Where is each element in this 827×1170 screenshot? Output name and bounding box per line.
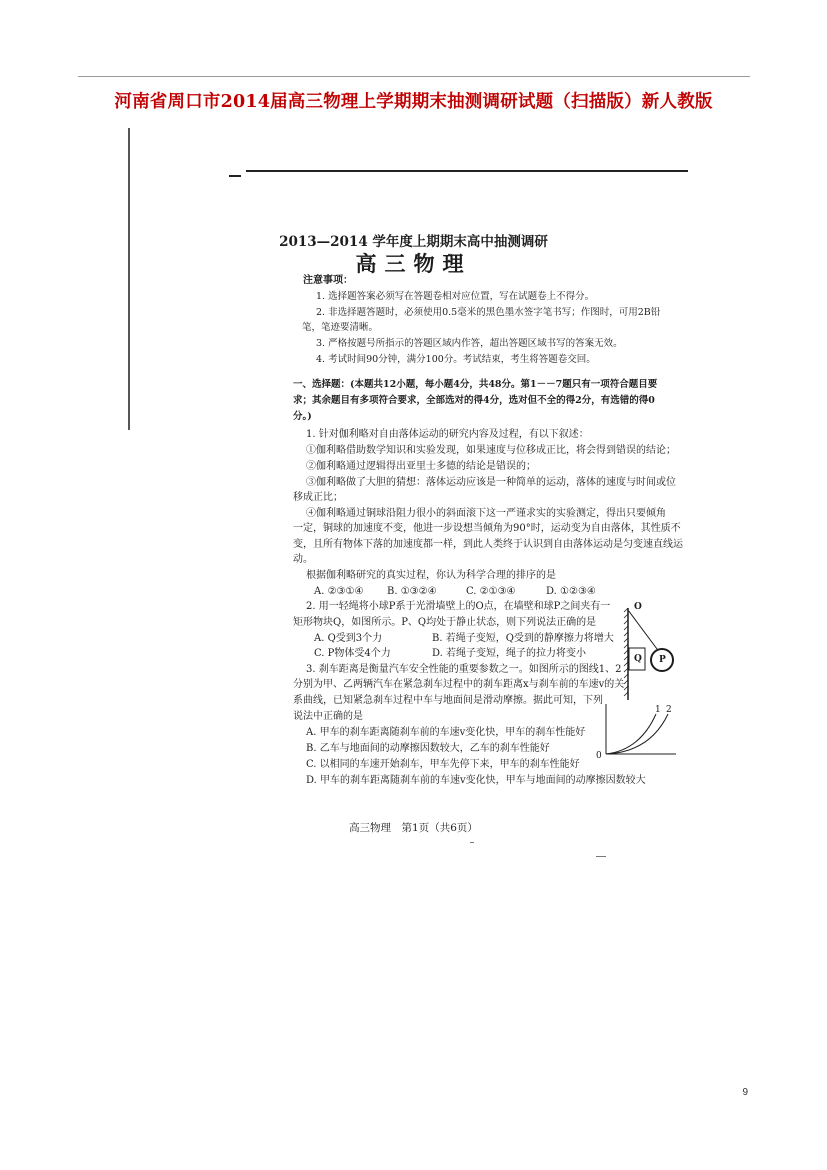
q1-line: 变，且所有物体下落的加速度都一样，到此人类终于认识到自由落体运动是匀变速直线运 <box>293 539 683 550</box>
scan-speck <box>470 842 474 843</box>
q1-line: 根据伽利略研究的真实过程，你认为科学合理的排序的是 <box>306 570 556 581</box>
q3-label-1: 1 <box>655 705 661 715</box>
q1-option-c: C. ②①③④ <box>466 586 516 597</box>
q1-line: ①伽利略借助数学知识和实验发现，如果速度与位移成正比，将会得到错误的结论； <box>306 445 676 456</box>
q2-option-b: B. 若绳子变短，Q受到的静摩擦力将增大 <box>432 633 614 644</box>
notice-line: 2. 非选择题答题时，必须使用0.5毫米的黑色墨水签字笔书写；作图时，可用2B铅 <box>316 307 661 318</box>
notice-line: 1. 选择题答案必须写在答题卷相对应位置，写在试题卷上不得分。 <box>316 291 595 302</box>
q2-option-c: C. P物体受4个力 <box>314 648 391 659</box>
page-number: 9 <box>742 1087 748 1098</box>
q1-option-d: D. ①②③④ <box>546 586 596 597</box>
q3-option-b: B. 乙车与地面间的动摩擦因数较大，乙车的刹车性能好 <box>306 743 550 754</box>
q2-line: 矩形物块Q，如图所示。P、Q均处于静止状态，则下列说法正确的是 <box>293 617 597 628</box>
q2-option-a: A. Q受到3个力 <box>314 633 383 644</box>
q3-label-2: 2 <box>666 705 672 715</box>
notice-line: 4. 考试时间90分钟，满分100分。考试结束，考生将答题卷交回。 <box>316 354 596 365</box>
q3-line: 分别为甲、乙两辆汽车在紧急刹车过程中的刹车距离x与刹车前的车速v的关 <box>293 679 625 690</box>
document-title: 河南省周口市2014届高三物理上学期期末抽测调研试题（扫描版）新人教版 <box>114 92 713 112</box>
q3-line: 3. 刹车距离是衡量汽车安全性能的重要参数之一。如图所示的图线1、2 <box>306 664 622 675</box>
q2-label-p: P <box>659 655 666 665</box>
q1-line: ③伽利略做了大胆的猜想：落体运动应该是一种简单的运动，落体的速度与时间或位 <box>306 477 676 488</box>
q3-option-a: A. 甲车的刹车距离随刹车前的车速v变化快，甲车的刹车性能好 <box>306 727 586 738</box>
exam-title: 2013—2014 学年度上期期末高中抽测调研 <box>279 234 548 250</box>
q3-option-c: C. 以相同的车速开始刹车，甲车先停下来，甲车的刹车性能好 <box>306 759 580 770</box>
scan-speck <box>596 856 606 857</box>
q1-line: 1. 针对伽利略对自由落体运动的研究内容及过程，有以下叙述： <box>306 429 589 440</box>
q3-option-d: D. 甲车的刹车距离随刹车前的车速v变化快，甲车与地面间的动摩擦因数较大 <box>306 775 646 786</box>
q1-option-a: A. ②③①④ <box>314 586 364 597</box>
q3-label-origin: 0 <box>596 751 602 761</box>
q2-line: 2. 用一轻绳将小球P系于光滑墙壁上的O点，在墙壁和球P之间夹有一 <box>306 601 611 612</box>
q1-line: ②伽利略通过逻辑得出亚里士多德的结论是错误的； <box>306 461 536 472</box>
section-heading: 分。) <box>293 411 312 422</box>
exam-subject: 高三物理 <box>355 252 472 276</box>
q1-options <box>314 585 596 599</box>
q3-line: 系曲线，已知紧急刹车过程中车与地面间是滑动摩擦。据此可知，下列 <box>293 695 603 706</box>
q2-label-o: O <box>634 602 642 612</box>
q1-line: 一定，铜球的加速度不变，他进一步设想当倾角为90°时，运动变为自由落体，其性质不 <box>293 523 681 534</box>
q1-option-b: B. ①③②④ <box>387 586 437 597</box>
q1-line: ④伽利略通过铜球沿阻力很小的斜面滚下这一严谨求实的实验测定，得出只要倾角 <box>306 508 666 519</box>
notice-line: 笔，笔迹要清晰。 <box>302 322 379 333</box>
q2-options-row1 <box>314 632 614 646</box>
q3-line: 说法中正确的是 <box>293 711 363 722</box>
q1-line: 移成正比； <box>293 492 343 503</box>
section-heading: 一、选择题：(本题共12小题，每小题4分，共48分。第1－－7题只有一项符合题目要 <box>293 379 658 390</box>
q2-options-row2 <box>314 647 586 661</box>
q2-label-q: Q <box>634 654 642 664</box>
notice-heading: 注意事项： <box>303 275 353 286</box>
q1-line: 动。 <box>293 554 313 565</box>
q3-curve-1 <box>606 714 656 754</box>
notice-line: 3. 严格按题号所指示的答题区域内作答，超出答题区域书写的答案无效。 <box>316 338 623 349</box>
q2-option-d: D. 若绳子变短，绳子的拉力将变小 <box>432 648 587 659</box>
q3-curve-2 <box>606 714 668 754</box>
exam-page-footer: 高三物理 第1页（共6页） <box>349 822 478 834</box>
section-heading: 求；其余题目有多项符合要求，全部选对的得4分，选对但不全的得2分，有选错的得0 <box>293 395 655 406</box>
